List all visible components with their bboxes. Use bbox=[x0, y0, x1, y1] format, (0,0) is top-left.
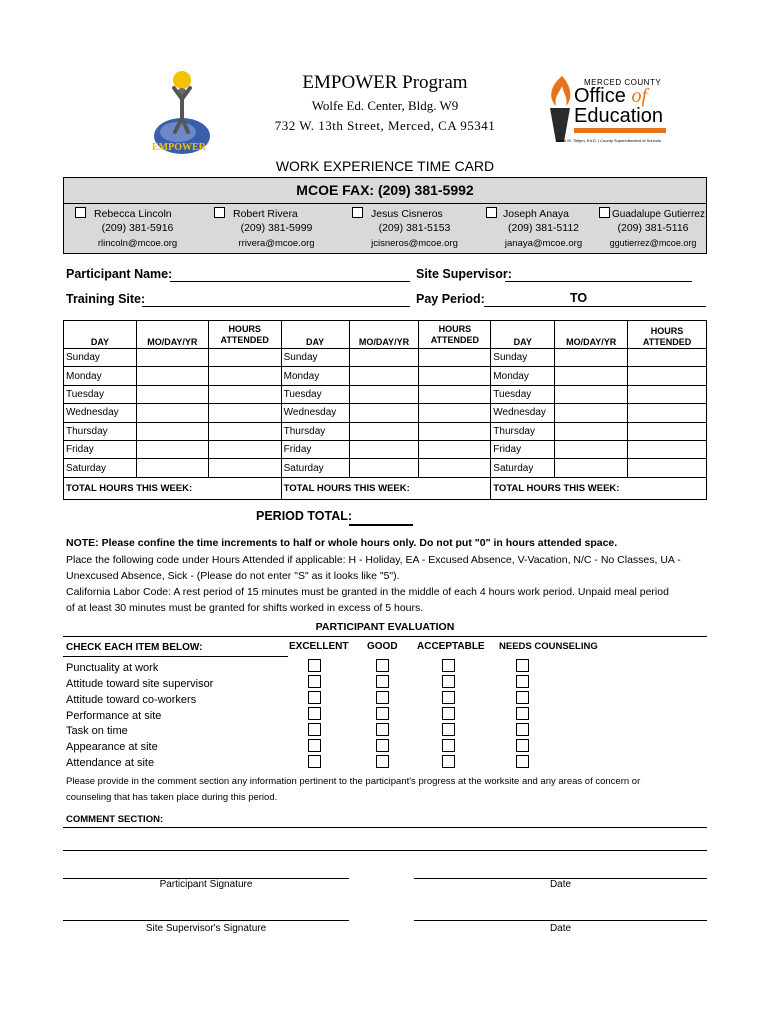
mcoe-logo bbox=[540, 72, 670, 150]
contact-name: Robert Rivera bbox=[233, 208, 298, 220]
checkbox[interactable] bbox=[376, 675, 389, 688]
mcoe-education: Education bbox=[574, 105, 663, 127]
day-cell: Monday bbox=[64, 367, 137, 385]
checkbox[interactable] bbox=[442, 755, 455, 768]
date-cell[interactable] bbox=[136, 404, 208, 422]
contact-phone: (209) 381-5153 bbox=[378, 222, 451, 234]
day-cell: Saturday bbox=[64, 459, 137, 477]
mcoe-office: Office bbox=[574, 85, 626, 107]
contact-name: Joseph Anaya bbox=[503, 208, 569, 220]
day-cell: Sunday bbox=[491, 349, 555, 367]
program-title: EMPOWER Program bbox=[302, 72, 468, 93]
total-label: TOTAL HOURS THIS WEEK: bbox=[64, 477, 209, 499]
eval-item: Attitude toward co-workers bbox=[66, 694, 197, 706]
date-cell[interactable] bbox=[555, 349, 628, 367]
col-header: MO/DAY/YR bbox=[136, 321, 208, 349]
date-cell[interactable] bbox=[136, 422, 208, 440]
total-label: TOTAL HOURS THIS WEEK: bbox=[281, 477, 419, 499]
participant-signature-label: Participant Signature bbox=[159, 879, 253, 890]
checkbox[interactable] bbox=[442, 691, 455, 704]
table-row bbox=[64, 349, 707, 367]
day-cell: Monday bbox=[491, 367, 555, 385]
contact-name: Jesus Cisneros bbox=[371, 208, 443, 220]
check-each-label: CHECK EACH ITEM BELOW: bbox=[66, 642, 203, 653]
col-header: HOURS ATTENDED bbox=[628, 321, 707, 349]
comment-intro-1: Please provide in the comment section any information pertinent to the participant's progress at the worksite and any areas of concern or bbox=[66, 776, 641, 787]
eval-item: Punctuality at work bbox=[66, 662, 159, 674]
site-supervisor-label: Site Supervisor: bbox=[416, 267, 512, 281]
hours-cell[interactable] bbox=[208, 422, 281, 440]
contact-name: Rebecca Lincoln bbox=[94, 208, 172, 220]
date-cell[interactable] bbox=[349, 367, 419, 385]
hours-cell[interactable] bbox=[419, 367, 491, 385]
total-hours-cell[interactable] bbox=[419, 477, 491, 499]
hours-cell[interactable] bbox=[208, 459, 281, 477]
pay-period-label: Pay Period: bbox=[416, 292, 485, 306]
checkbox[interactable] bbox=[214, 207, 225, 218]
hours-cell[interactable] bbox=[628, 440, 707, 458]
checkbox[interactable] bbox=[516, 707, 529, 720]
date-cell[interactable] bbox=[349, 404, 419, 422]
hours-cell[interactable] bbox=[208, 440, 281, 458]
comment-intro-2: counseling that has taken place during this period. bbox=[66, 792, 278, 803]
checkbox[interactable] bbox=[376, 659, 389, 672]
contact-lincoln bbox=[75, 207, 200, 249]
checkbox[interactable] bbox=[308, 739, 321, 752]
contact-email: janaya@mcoe.org bbox=[504, 238, 583, 249]
contact-rivera bbox=[214, 207, 339, 249]
date-cell[interactable] bbox=[136, 440, 208, 458]
date-cell[interactable] bbox=[136, 367, 208, 385]
comment-section-label: COMMENT SECTION: bbox=[66, 814, 164, 825]
code-text-2: Unexcused Absence, Sick - (Please do not enter "S" as it looks like "5"). bbox=[66, 570, 400, 582]
table-row bbox=[64, 367, 707, 385]
contact-email: rrivera@mcoe.org bbox=[238, 238, 315, 249]
date-label: Date bbox=[549, 923, 572, 934]
contact-phone: (209) 381-5999 bbox=[240, 222, 313, 234]
total-label: TOTAL HOURS THIS WEEK: bbox=[491, 477, 628, 499]
training-site-label: Training Site: bbox=[66, 292, 146, 306]
col-header: DAY bbox=[64, 321, 137, 349]
table-header-row bbox=[64, 321, 707, 349]
site-supervisor-field[interactable] bbox=[505, 281, 692, 282]
day-cell: Tuesday bbox=[64, 385, 137, 403]
eval-item: Performance at site bbox=[66, 710, 162, 722]
period-total-field[interactable] bbox=[349, 524, 413, 526]
col-header: HOURS ATTENDED bbox=[208, 321, 281, 349]
checkbox[interactable] bbox=[308, 755, 321, 768]
checkbox[interactable] bbox=[376, 707, 389, 720]
hours-cell[interactable] bbox=[628, 422, 707, 440]
checkbox[interactable] bbox=[308, 659, 321, 672]
contact-anaya bbox=[486, 207, 601, 249]
contact-gutierrez bbox=[599, 207, 707, 248]
eval-item: Attendance at site bbox=[66, 757, 155, 769]
col-header: MO/DAY/YR bbox=[555, 321, 628, 349]
hours-cell[interactable] bbox=[628, 349, 707, 367]
checkbox[interactable] bbox=[442, 707, 455, 720]
date-cell[interactable] bbox=[349, 422, 419, 440]
mcoe-tagline: Steve M. Tietjen, Ed.D. | County Superintendent of Schools bbox=[556, 138, 661, 143]
rating-needs-counseling: NEEDS COUNSELING bbox=[499, 641, 598, 652]
eval-item: Task on time bbox=[66, 725, 128, 737]
supervisor-signature-label: Site Supervisor's Signature bbox=[145, 923, 267, 934]
hours-cell[interactable] bbox=[208, 385, 281, 403]
date-cell[interactable] bbox=[349, 385, 419, 403]
address-text: 732 W. 13th Street, Merced, CA 95341 bbox=[274, 118, 496, 133]
hours-cell[interactable] bbox=[628, 459, 707, 477]
hours-cell[interactable] bbox=[419, 349, 491, 367]
evaluation-checkbox-grid bbox=[308, 659, 536, 771]
period-total-label: PERIOD TOTAL: bbox=[256, 509, 353, 523]
supervisor-signature-line[interactable] bbox=[63, 920, 349, 921]
day-cell: Thursday bbox=[64, 422, 137, 440]
participant-name-field[interactable] bbox=[170, 281, 410, 282]
checkbox[interactable] bbox=[442, 659, 455, 672]
checkbox[interactable] bbox=[599, 207, 610, 218]
contact-email: jcisneros@mcoe.org bbox=[371, 238, 458, 249]
checkbox[interactable] bbox=[516, 755, 529, 768]
day-cell: Tuesday bbox=[281, 385, 349, 403]
training-site-field[interactable] bbox=[142, 306, 410, 307]
checkbox[interactable] bbox=[516, 659, 529, 672]
contact-email: ggutierrez@mcoe.org bbox=[609, 238, 697, 248]
day-cell: Thursday bbox=[491, 422, 555, 440]
contact-phone: (209) 381-5112 bbox=[507, 222, 580, 234]
hours-cell[interactable] bbox=[628, 404, 707, 422]
pay-period-field[interactable] bbox=[484, 306, 706, 307]
mcoe-county: MERCED COUNTY bbox=[584, 78, 662, 87]
comment-line[interactable] bbox=[63, 850, 707, 851]
checkbox[interactable] bbox=[376, 755, 389, 768]
day-cell: Sunday bbox=[281, 349, 349, 367]
checkbox[interactable] bbox=[442, 723, 455, 736]
form-title: WORK EXPERIENCE TIME CARD bbox=[275, 158, 495, 174]
hours-cell[interactable] bbox=[628, 367, 707, 385]
hours-cell[interactable] bbox=[628, 385, 707, 403]
col-header: MO/DAY/YR bbox=[349, 321, 419, 349]
date-cell[interactable] bbox=[555, 459, 628, 477]
checkbox[interactable] bbox=[516, 723, 529, 736]
checkbox[interactable] bbox=[75, 207, 86, 218]
date-label: Date bbox=[549, 879, 572, 890]
checkbox[interactable] bbox=[442, 675, 455, 688]
total-hours-cell[interactable] bbox=[208, 477, 281, 499]
hours-cell[interactable] bbox=[419, 385, 491, 403]
day-cell: Thursday bbox=[281, 422, 349, 440]
eval-item: Appearance at site bbox=[66, 741, 158, 753]
col-header: HOURS ATTENDED bbox=[419, 321, 491, 349]
contact-email: rlincoln@mcoe.org bbox=[97, 238, 178, 249]
contact-name: Guadalupe Gutierrez bbox=[612, 209, 705, 220]
checkbox[interactable] bbox=[376, 723, 389, 736]
rating-acceptable: ACCEPTABLE bbox=[417, 641, 485, 652]
checkbox[interactable] bbox=[442, 739, 455, 752]
contact-phone: (209) 381-5116 bbox=[617, 222, 689, 234]
rating-excellent: EXCELLENT bbox=[289, 641, 349, 652]
eval-item: Attitude toward site supervisor bbox=[66, 678, 214, 690]
hours-cell[interactable] bbox=[419, 422, 491, 440]
date-cell[interactable] bbox=[349, 440, 419, 458]
checkbox[interactable] bbox=[308, 691, 321, 704]
date-cell[interactable] bbox=[555, 440, 628, 458]
table-row bbox=[64, 404, 707, 422]
note-text: NOTE: Please confine the time increments to half or whole hours only. Do not put "0" in hours attended space. bbox=[66, 537, 618, 549]
rating-good: GOOD bbox=[367, 641, 398, 652]
checkbox[interactable] bbox=[376, 739, 389, 752]
table-row bbox=[64, 440, 707, 458]
checkbox[interactable] bbox=[308, 675, 321, 688]
col-header: DAY bbox=[281, 321, 349, 349]
date-cell[interactable] bbox=[349, 459, 419, 477]
day-cell: Monday bbox=[281, 367, 349, 385]
date-cell[interactable] bbox=[555, 367, 628, 385]
checkbox[interactable] bbox=[516, 739, 529, 752]
time-card-table bbox=[63, 320, 707, 500]
col-header: DAY bbox=[491, 321, 555, 349]
day-cell: Wednesday bbox=[281, 404, 349, 422]
hours-cell[interactable] bbox=[208, 404, 281, 422]
checkbox[interactable] bbox=[486, 207, 497, 218]
date-cell[interactable] bbox=[136, 459, 208, 477]
day-cell: Wednesday bbox=[64, 404, 137, 422]
day-cell: Friday bbox=[491, 440, 555, 458]
date-cell[interactable] bbox=[555, 422, 628, 440]
day-cell: Sunday bbox=[64, 349, 137, 367]
checkbox[interactable] bbox=[308, 707, 321, 720]
day-cell: Tuesday bbox=[491, 385, 555, 403]
hours-cell[interactable] bbox=[419, 459, 491, 477]
hours-cell[interactable] bbox=[419, 404, 491, 422]
day-cell: Saturday bbox=[281, 459, 349, 477]
checkbox[interactable] bbox=[308, 723, 321, 736]
comment-line[interactable] bbox=[63, 827, 707, 828]
hours-cell[interactable] bbox=[419, 440, 491, 458]
day-cell: Friday bbox=[64, 440, 137, 458]
code-text-1: Place the following code under Hours Attended if applicable: H - Holiday, EA - Excused Absence, V-Vacation, N/C - No Classes, UA - bbox=[66, 554, 681, 566]
day-cell: Saturday bbox=[491, 459, 555, 477]
table-row bbox=[64, 459, 707, 477]
table-row bbox=[64, 385, 707, 403]
fax-number: MCOE FAX: (209) 381-5992 bbox=[296, 182, 474, 198]
checkbox[interactable] bbox=[376, 691, 389, 704]
date-cell[interactable] bbox=[136, 385, 208, 403]
date-cell[interactable] bbox=[349, 349, 419, 367]
checkbox[interactable] bbox=[516, 691, 529, 704]
to-label: TO bbox=[570, 291, 588, 305]
date-cell[interactable] bbox=[555, 385, 628, 403]
hours-cell[interactable] bbox=[208, 367, 281, 385]
empower-logo-text: EMPOWER bbox=[152, 142, 206, 153]
day-cell: Wednesday bbox=[491, 404, 555, 422]
contact-cisneros bbox=[352, 207, 477, 249]
date-cell[interactable] bbox=[555, 404, 628, 422]
hours-cell[interactable] bbox=[208, 349, 281, 367]
evaluation-title: PARTICIPANT EVALUATION bbox=[315, 621, 455, 633]
total-hours-cell[interactable] bbox=[628, 477, 707, 499]
participant-name-label: Participant Name: bbox=[66, 267, 173, 281]
table-row bbox=[64, 422, 707, 440]
checkbox[interactable] bbox=[352, 207, 363, 218]
date-cell[interactable] bbox=[136, 349, 208, 367]
mcoe-of: of bbox=[631, 85, 647, 107]
day-cell: Friday bbox=[281, 440, 349, 458]
date-line[interactable] bbox=[414, 920, 707, 921]
labor-text-2: of at least 30 minutes must be granted for shifts worked in excess of 5 hours. bbox=[66, 602, 424, 614]
contact-phone: (209) 381-5916 bbox=[101, 222, 174, 234]
checkbox[interactable] bbox=[516, 675, 529, 688]
labor-text-1: California Labor Code: A rest period of 15 minutes must be granted in the middle of each 4 hours work period. Unpaid meal period bbox=[66, 586, 669, 598]
building-text: Wolfe Ed. Center, Bldg. W9 bbox=[311, 98, 459, 113]
total-row bbox=[64, 477, 707, 499]
